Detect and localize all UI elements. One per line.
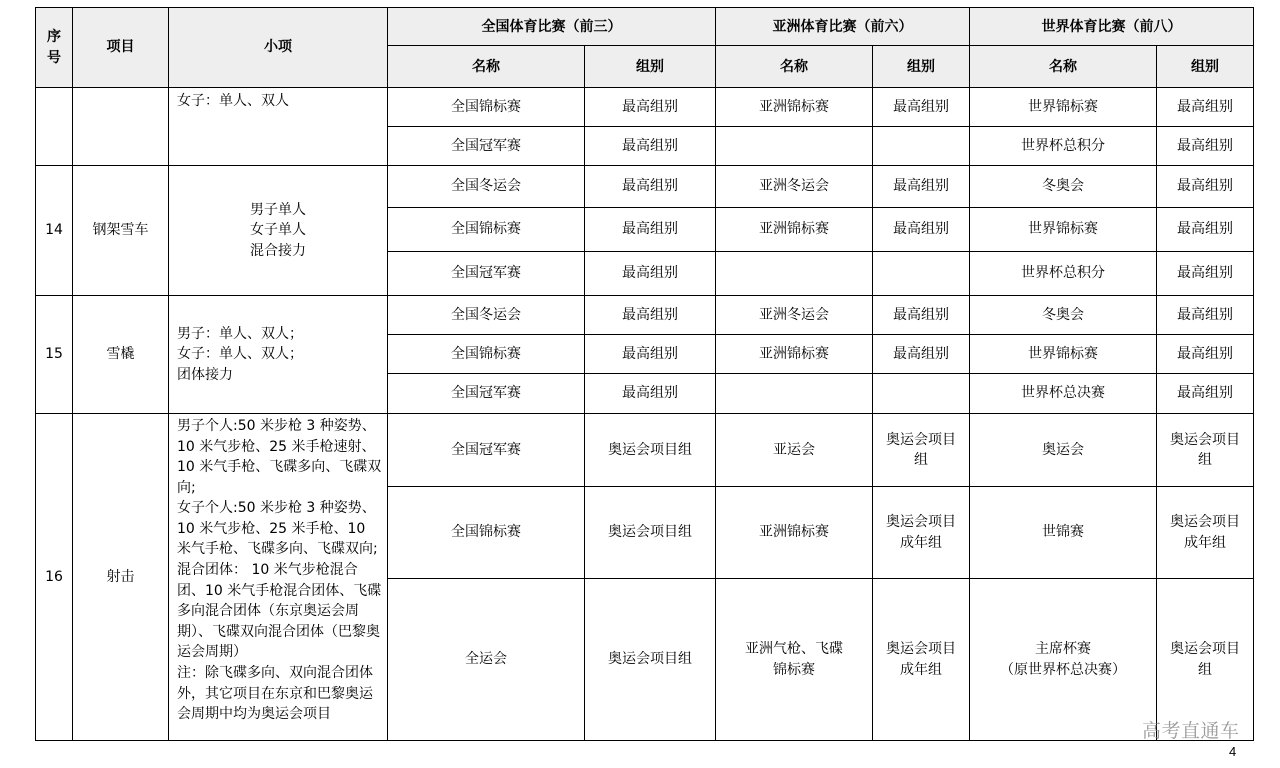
world-name: 主席杯赛 （原世界杯总决赛） xyxy=(970,579,1157,741)
world-name: 世锦赛 xyxy=(970,487,1157,579)
world-group: 最高组别 xyxy=(1157,296,1254,335)
world-group: 最高组别 xyxy=(1157,335,1254,374)
table-row xyxy=(36,414,1254,487)
header-asia: 亚洲体育比赛（前六） xyxy=(716,8,970,46)
asia-group: 最高组别 xyxy=(873,208,970,252)
world-group: 最高组别 xyxy=(1157,252,1254,296)
national-name: 全国冬运会 xyxy=(388,166,585,208)
asia-group xyxy=(873,127,970,166)
world-group: 最高组别 xyxy=(1157,127,1254,166)
world-name: 奥运会 xyxy=(970,414,1157,487)
header-world-group: 组别 xyxy=(1157,46,1254,88)
world-group: 奥运会项目 组 xyxy=(1157,414,1254,487)
national-group: 奥运会项目组 xyxy=(585,414,716,487)
header-national-group: 组别 xyxy=(585,46,716,88)
national-group: 奥运会项目组 xyxy=(585,487,716,579)
national-name: 全国锦标赛 xyxy=(388,335,585,374)
serial-cell xyxy=(36,88,73,166)
world-name: 世界锦标赛 xyxy=(970,208,1157,252)
serial-cell: 14 xyxy=(36,166,73,296)
asia-group: 最高组别 xyxy=(873,335,970,374)
asia-group: 最高组别 xyxy=(873,166,970,208)
asia-group: 奥运会项目 成年组 xyxy=(873,487,970,579)
world-name: 世界锦标赛 xyxy=(970,88,1157,127)
header-asia-group: 组别 xyxy=(873,46,970,88)
national-group: 奥运会项目组 xyxy=(585,579,716,741)
asia-name: 亚洲锦标赛 xyxy=(716,335,873,374)
asia-group: 最高组别 xyxy=(873,296,970,335)
national-name: 全运会 xyxy=(388,579,585,741)
table-row xyxy=(36,296,1254,335)
asia-name xyxy=(716,252,873,296)
asia-group xyxy=(873,374,970,414)
header-national-name: 名称 xyxy=(388,46,585,88)
asia-name: 亚运会 xyxy=(716,414,873,487)
national-group: 最高组别 xyxy=(585,335,716,374)
national-name: 全国锦标赛 xyxy=(388,208,585,252)
asia-name xyxy=(716,374,873,414)
national-group: 最高组别 xyxy=(585,208,716,252)
world-name: 世界杯总积分 xyxy=(970,252,1157,296)
serial-cell: 16 xyxy=(36,414,73,741)
asia-name: 亚洲锦标赛 xyxy=(716,88,873,127)
national-name: 全国冠军赛 xyxy=(388,252,585,296)
asia-group: 奥运会项目 组 xyxy=(873,414,970,487)
watermark-text: 高考直通车 xyxy=(1142,720,1240,742)
header-asia-name: 名称 xyxy=(716,46,873,88)
world-name: 世界杯总积分 xyxy=(970,127,1157,166)
sports-competition-table xyxy=(35,7,1254,741)
event-cell: 钢架雪车 xyxy=(73,166,169,296)
event-cell xyxy=(73,88,169,166)
asia-name: 亚洲冬运会 xyxy=(716,166,873,208)
header-world: 世界体育比赛（前八） xyxy=(970,8,1254,46)
world-name: 冬奥会 xyxy=(970,166,1157,208)
event-cell: 射击 xyxy=(73,414,169,741)
sub-event-cell: 男子个人:50 米步枪 3 种姿势、10 米气步枪、25 米手枪速射、10 米气手枪、飞碟多向、飞碟双向; 女子个人:50 米步枪 3 种姿势、10 米气步枪、25 米手枪、10 米气手枪、飞碟多向、飞碟双向; 混合团体： 10 米气步枪混合团、10 米气手枪混合团体、飞碟多向混合团体（东京奥运会周期）、飞碟双向混合团体（巴黎奥运会周期） 注：除飞碟多向、双向混合团体外，其它项目在东京和巴黎奥运会周期中均为奥运会项目 xyxy=(169,414,388,741)
serial-cell: 15 xyxy=(36,296,73,414)
asia-name xyxy=(716,127,873,166)
header-serial: 序 号 xyxy=(36,8,73,88)
national-name: 全国锦标赛 xyxy=(388,487,585,579)
world-name: 世界锦标赛 xyxy=(970,335,1157,374)
sub-event-cell: 男子单人 女子单人 混合接力 xyxy=(169,166,388,296)
national-group: 最高组别 xyxy=(585,374,716,414)
asia-name: 亚洲冬运会 xyxy=(716,296,873,335)
asia-group xyxy=(873,252,970,296)
asia-group: 最高组别 xyxy=(873,88,970,127)
world-name: 冬奥会 xyxy=(970,296,1157,335)
national-name: 全国锦标赛 xyxy=(388,88,585,127)
world-group: 最高组别 xyxy=(1157,208,1254,252)
header-world-name: 名称 xyxy=(970,46,1157,88)
asia-name: 亚洲锦标赛 xyxy=(716,487,873,579)
world-group: 奥运会项目 组 xyxy=(1157,579,1254,741)
national-group: 最高组别 xyxy=(585,296,716,335)
world-group: 最高组别 xyxy=(1157,88,1254,127)
national-group: 最高组别 xyxy=(585,166,716,208)
national-name: 全国冠军赛 xyxy=(388,374,585,414)
national-group: 最高组别 xyxy=(585,127,716,166)
sub-event-cell: 男子：单人、双人； 女子：单人、双人； 团体接力 xyxy=(169,296,388,414)
world-name: 世界杯总决赛 xyxy=(970,374,1157,414)
world-group: 奥运会项目 成年组 xyxy=(1157,487,1254,579)
asia-name: 亚洲锦标赛 xyxy=(716,208,873,252)
world-group: 最高组别 xyxy=(1157,374,1254,414)
national-name: 全国冠军赛 xyxy=(388,414,585,487)
page-number: 4 xyxy=(1229,744,1237,759)
national-group: 最高组别 xyxy=(585,252,716,296)
header-event: 项目 xyxy=(73,8,169,88)
world-group: 最高组别 xyxy=(1157,166,1254,208)
national-group: 最高组别 xyxy=(585,88,716,127)
sub-event-cell: 女子：单人、双人 xyxy=(169,88,388,166)
event-cell: 雪橇 xyxy=(73,296,169,414)
asia-group: 奥运会项目 成年组 xyxy=(873,579,970,741)
header-national: 全国体育比赛（前三） xyxy=(388,8,716,46)
national-name: 全国冠军赛 xyxy=(388,127,585,166)
table-row xyxy=(36,88,1254,127)
header-sub-event: 小项 xyxy=(169,8,388,88)
table-row xyxy=(36,166,1254,208)
national-name: 全国冬运会 xyxy=(388,296,585,335)
asia-name: 亚洲气枪、飞碟 锦标赛 xyxy=(716,579,873,741)
